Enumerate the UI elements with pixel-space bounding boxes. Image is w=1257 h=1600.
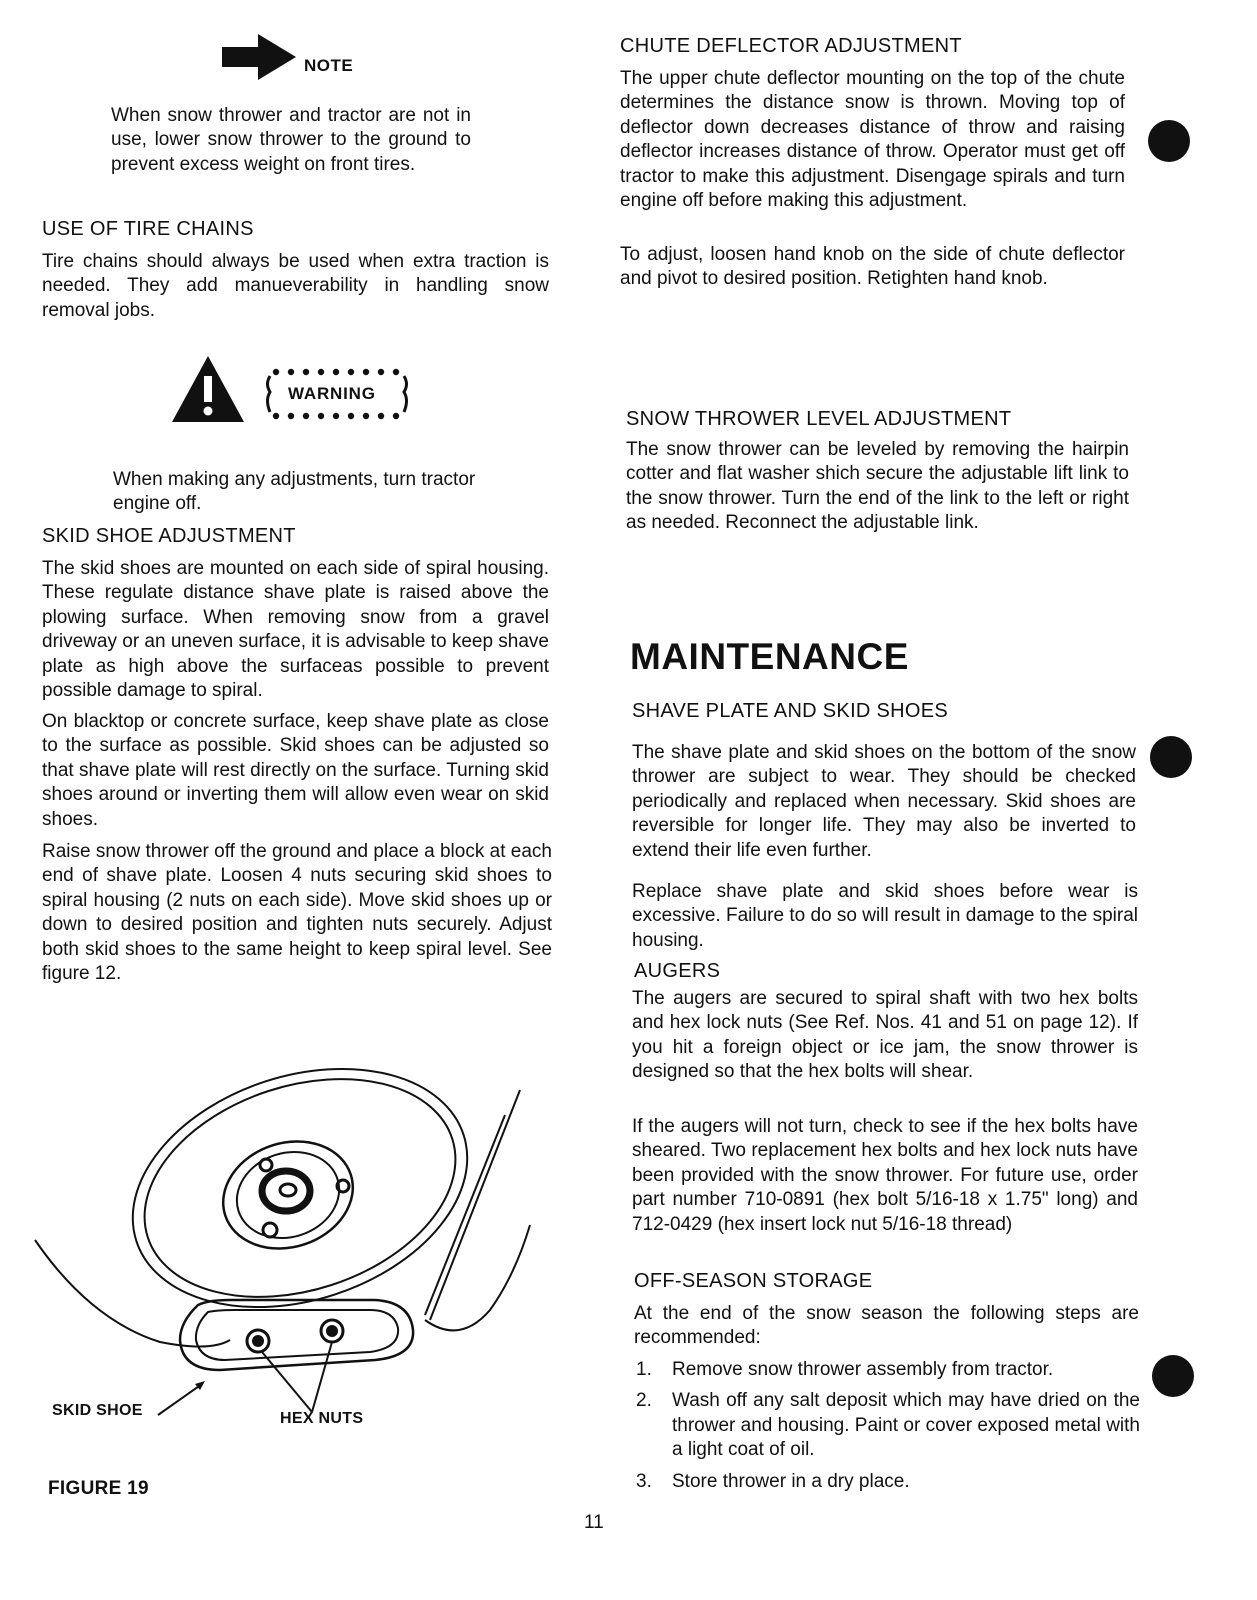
step-number: 2. [636,1390,652,1412]
figure-caption: FIGURE 19 [48,1478,149,1499]
level-text: The snow thrower can be leveled by removing the hairpin cotter and flat washer shich secure the adjustable lift link to the snow thrower. Turn the end of the link to the left or right as needed. Reconnect the adjustable link. [626,439,1129,534]
chute-p2: To adjust, loosen hand knob on the side of chute deflector and pivot to desired position. Retighten hand knob. [620,244,1125,290]
augers-p1: The augers are secured to spiral shaft with two hex bolts and hex lock nuts (See Ref. Nos. 41 and 51 on page 12). If you hit a foreign object or ice jam, the snow thrower is designed so that the hex bolts will shear. [632,988,1138,1083]
shave-plate-heading: SHAVE PLATE AND SKID SHOES [632,700,949,722]
skid-shoe-illustration [30,1060,550,1450]
figure-19 [30,1060,550,1450]
shave-plate-p2: Replace shave plate and skid shoes before wear is excessive. Failure to do so will result in damage to the spiral housing. [632,881,1138,951]
tire-chains-heading: USE OF TIRE CHAINS [42,218,254,240]
warning-triangle-icon [170,354,246,424]
page-number: 11 [584,1512,604,1533]
maintenance-title: MAINTENANCE [630,636,909,677]
warning-label: WARNING [288,384,376,403]
storage-step [634,1470,1140,1494]
note-label: NOTE [304,56,354,75]
storage-steps [634,1358,1140,1501]
note-callout [222,34,382,80]
skid-shoe-callout-label: SKID SHOE [52,1402,143,1419]
level-heading: SNOW THROWER LEVEL ADJUSTMENT [626,408,1012,430]
step-number: 1. [636,1359,652,1380]
margin-bullet-icon [1152,1355,1194,1397]
skid-shoe-p1: The skid shoes are mounted on each side of spiral housing. These regulate distance shave plate is raised above the plowing surface. When removing snow from a gravel driveway or an uneven surface, it is advisable to keep shave plate as high above the surfaceas possible to prevent possible damage to spiral. [42,558,549,702]
hex-nuts-callout-label: HEX NUTS [280,1410,364,1427]
arrow-right-icon [222,34,296,80]
augers-p2: If the augers will not turn, check to see if the hex bolts have sheared. Two replacement hex bolts and hex lock nuts have been provided with the snow thrower. For future use, order part number 710-0891 (hex bolt 5/16-18 x 1.75" long) and 712-0429 (hex insert lock nut 5/16-18 thread) [632,1116,1138,1235]
chute-heading: CHUTE DEFLECTOR ADJUSTMENT [620,35,962,57]
step-text: Wash off any salt deposit which may have dried on the thrower and housing. Paint or cover exposed metal with a light coat of oil. [672,1390,1140,1461]
step-number: 3. [636,1470,652,1492]
margin-bullet-icon [1148,120,1190,162]
step-text: Store thrower in a dry place. [672,1470,910,1492]
tire-chains-text: Tire chains should always be used when extra traction is needed. They add manueverability in handling snow removal jobs. [42,251,549,321]
storage-step [634,1389,1140,1462]
warning-callout [170,352,420,426]
chute-p1: The upper chute deflector mounting on the top of the chute determines the distance snow is thrown. Moving top of deflector down decreases distance of throw and raising deflector increases distance of throw. Operator must get off tractor to make this adjustment. Disengage spirals and turn engine off before making this adjustment. [620,68,1125,212]
storage-step [634,1358,1140,1382]
skid-shoe-p2: On blacktop or concrete surface, keep shave plate as close to the surface as possible. Skid shoes can be adjusted so that shave plate will rest directly on the surface. Turning skid shoes around or inverting them will allow even wear on skid shoes. [42,711,549,830]
storage-intro: At the end of the snow season the following steps are recommended: [634,1303,1139,1349]
skid-shoe-p3: Raise snow thrower off the ground and place a block at each end of shave plate. Loosen 4 nuts securing skid shoes to spiral housing (2 nuts on each side). Move skid shoes up or down to desired position and tighten nuts securely. Adjust both skid shoes to the same height to keep spiral level. See figure 12. [42,841,552,985]
step-text: Remove snow thrower assembly from tractor. [672,1359,1054,1380]
augers-heading: AUGERS [634,960,721,982]
margin-bullet-icon [1150,736,1192,778]
skid-shoe-heading: SKID SHOE ADJUSTMENT [42,525,296,547]
shave-plate-p1: The shave plate and skid shoes on the bottom of the snow thrower are subject to wear. They should be checked periodically and replaced when necessary. Skid shoes are reversible for longer life. They may also be inverted to extend their life even further. [632,742,1136,861]
note-text: When snow thrower and tractor are not in use, lower snow thrower to the ground to prevent excess weight on front tires. [111,105,471,175]
storage-heading: OFF-SEASON STORAGE [634,1270,873,1292]
warning-text: When making any adjustments, turn tractor engine off. [113,469,476,515]
